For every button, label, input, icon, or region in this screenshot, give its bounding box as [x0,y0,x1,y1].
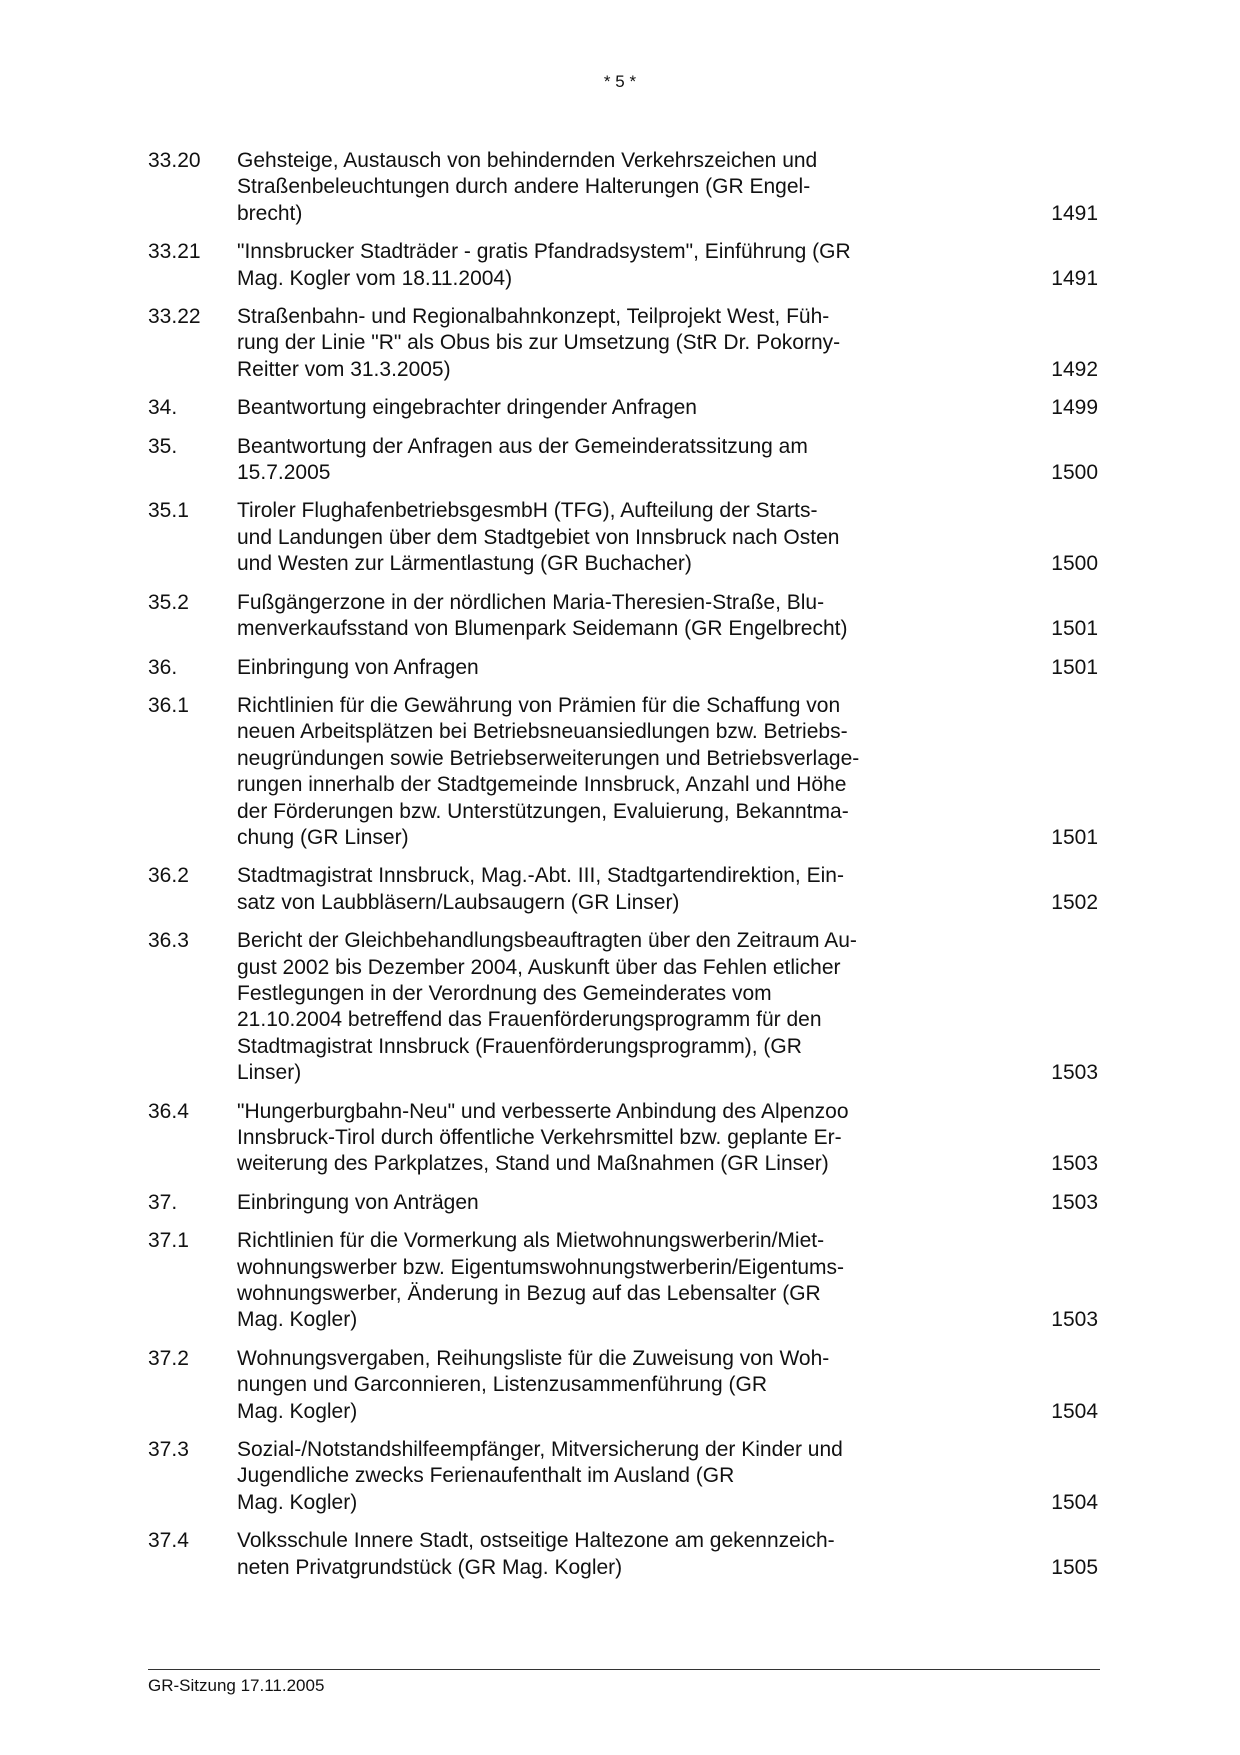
entry-page: 1502 [1051,890,1098,914]
entry-page: 1501 [1051,825,1098,849]
entry-number: 33.20 [148,149,201,172]
entry-page: 1503 [1051,1308,1098,1332]
toc-entry [148,1190,1098,1216]
entry-number: 37.3 [148,1438,189,1462]
entry-number: 37.2 [148,1346,189,1370]
entry-number: 36.3 [148,929,189,953]
entry-text: Richtlinien für die Vormerkung als Mietwohnungswerberin/Miet- wohnungswerber bzw. Eigentumswohnungstwerberin/Eigentums- wohnungswerber, Änderung in Bezug auf das Lebensalter (GR Mag. Kogler) [237,1229,844,1332]
entry-number: 37.1 [148,1229,189,1253]
entry-page: 1492 [1051,357,1098,381]
entry-page: 1499 [1051,396,1098,420]
entry-page: 1503 [1051,1061,1098,1085]
entry-number: 36. [148,655,178,679]
entry-page: 1501 [1051,617,1098,641]
toc-entry [148,590,1098,643]
entry-number: 37.4 [148,1529,189,1553]
entry-text: Einbringung von Anfragen [237,655,479,679]
entry-page: 1501 [1051,655,1098,679]
entry-page: 1504 [1051,1490,1098,1514]
toc-entry [148,1346,1098,1425]
entry-page: 1500 [1051,552,1098,576]
entry-number: 35. [148,434,178,458]
toc-entry [148,498,1098,577]
toc-entry [148,148,1098,227]
entry-text: Einbringung von Anträgen [237,1190,479,1214]
entry-text: "Hungerburgbahn-Neu" und verbesserte Anbindung des Alpenzoo Innsbruck-Tirol durch öffentliche Verkehrsmittel bzw. geplante Er- weiterung des Parkplatzes, Stand und Maßnahmen (GR Linser) [237,1099,849,1176]
entry-text: Bericht der Gleichbehandlungsbeauftragten über den Zeitraum Au- gust 2002 bis Dezember 2004, Auskunft über das Fehlen etlicher Festlegungen in der Verordnung des Gemeinderates vom 21.10.2004 betreffend das Frauenförderungsprogramm für den Stadtmagistrat Innsbruck (Frauenförderungsprogramm), (GR Linser) [237,929,857,1085]
footer-divider [148,1669,1100,1670]
toc-entry [148,304,1098,383]
page-number: * 5 * [603,72,637,91]
entry-page: 1505 [1051,1555,1098,1579]
entry-number: 36.2 [148,864,189,888]
entry-number: 33.21 [148,240,201,264]
entry-number: 36.1 [148,693,189,717]
entry-text: Sozial-/Notstandshilfeempfänger, Mitversicherung der Kinder und Jugendliche zwecks Ferienaufenthalt im Ausland (GR Mag. Kogler) [237,1438,843,1514]
entry-number: 36.4 [148,1099,189,1123]
entry-number: 35.1 [148,499,189,523]
toc-entry [148,655,1098,681]
entry-page: 1503 [1051,1190,1098,1214]
toc-entry [148,928,1098,1086]
entry-page: 1491 [1051,266,1098,290]
toc-entry [148,1528,1098,1581]
entry-text: Straßenbahn- und Regionalbahnkonzept, Teilprojekt West, Füh- rung der Linie "R" als Obus bis zur Umsetzung (StR Dr. Pokorny- Reitter vom 31.3.2005) [237,305,841,381]
entry-number: 35.2 [148,590,189,614]
footer-text: GR-Sitzung 17.11.2005 [148,1676,325,1695]
entry-number: 33.22 [148,305,201,329]
entry-text: Volksschule Innere Stadt, ostseitige Haltezone am gekennzeich- neten Privatgrundstück (GR Mag. Kogler) [237,1529,835,1579]
entry-page: 1503 [1051,1152,1098,1176]
entry-text: Beantwortung der Anfragen aus der Gemeinderatssitzung am 15.7.2005 [237,434,808,485]
entry-text: Tiroler FlughafenbetriebsgesmbH (TFG), Aufteilung der Starts- und Landungen über dem Stadtgebiet von Innsbruck nach Osten und Westen zur Lärmentlastung (GR Buchacher) [237,499,840,576]
toc-entry [148,239,1098,292]
toc-entry [148,395,1098,421]
entry-page: 1491 [1051,201,1098,225]
entry-text: Beantwortung eingebrachter dringender Anfragen [237,396,697,420]
entry-text: Gehsteige, Austausch von behindernden Verkehrszeichen und Straßenbeleuchtungen durch andere Halterungen (GR Engel- brecht) [237,149,818,225]
toc-entry [148,434,1098,487]
entry-text: Wohnungsvergaben, Reihungsliste für die Zuweisung von Woh- nungen und Garconnieren, Listenzusammenführung (GR Mag. Kogler) [237,1346,830,1423]
entry-number: 34. [148,396,178,420]
entry-text: "Innsbrucker Stadträder - gratis Pfandradsystem", Einführung (GR Mag. Kogler vom 18.11.2004) [237,240,851,290]
entry-text: Fußgängerzone in der nördlichen Maria-Theresien-Straße, Blu- menverkaufsstand von Blumenpark Seidemann (GR Engelbrecht) [237,590,848,641]
toc-entry [148,1437,1098,1516]
toc-entry [148,1099,1098,1178]
entry-number: 37. [148,1190,178,1214]
toc-entry [148,693,1098,851]
entry-page: 1500 [1051,461,1098,485]
entry-text: Stadtmagistrat Innsbruck, Mag.-Abt. III, Stadtgartendirektion, Ein- satz von Laubbläsern/Laubsaugern (GR Linser) [237,864,844,914]
entry-page: 1504 [1051,1399,1098,1423]
toc-entry [148,1228,1098,1334]
entry-text: Richtlinien für die Gewährung von Prämien für die Schaffung von neuen Arbeitsplätzen bei Betriebsneuansiedlungen bzw. Betriebs- neugründungen sowie Betriebserweiterungen und Betriebsverlage- rungen innerhalb der Stadtgemeinde Innsbruck, Anzahl und Höhe der Förderungen bzw. Unterstützungen, Evaluierung, Bekanntma- chung (GR Linser) [237,693,860,849]
table-of-contents [148,148,1098,1593]
toc-entry [148,863,1098,916]
